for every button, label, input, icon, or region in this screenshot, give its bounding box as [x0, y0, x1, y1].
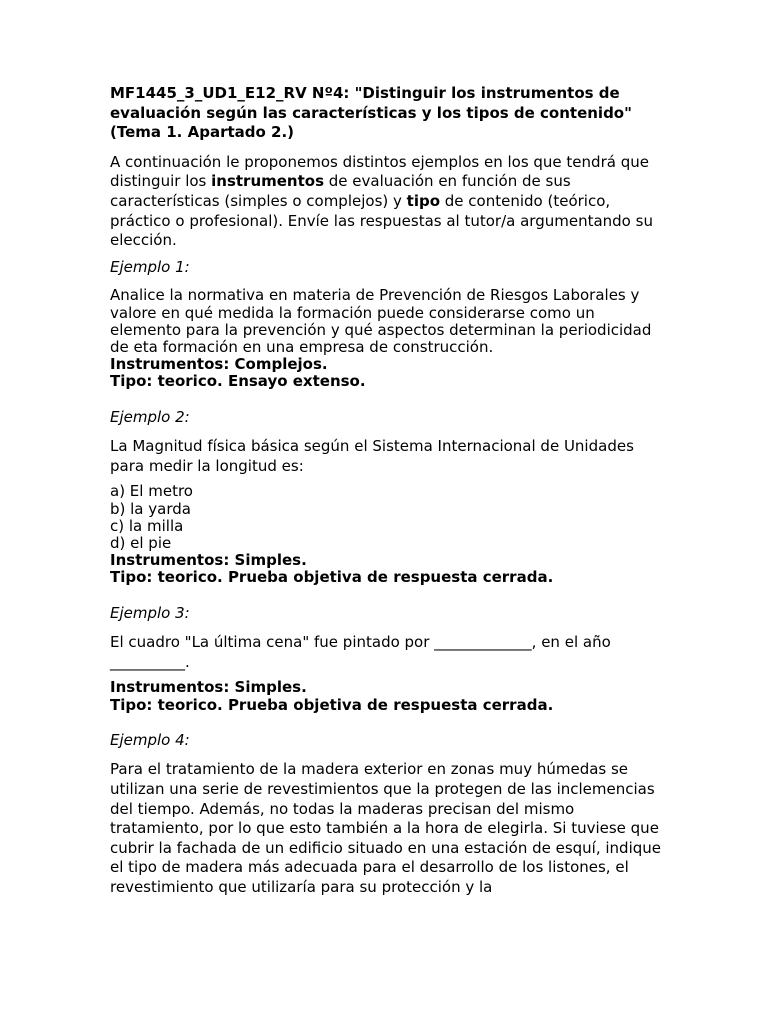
- example-1-label: Ejemplo 1:: [110, 257, 190, 276]
- document-title: MF1445_3_UD1_E12_RV Nº4: "Distinguir los instrumentos de evaluación según las características y los tipos de contenido" (Tema 1. Apartado 2.): [110, 84, 632, 142]
- intro-text-3: de contenido (teórico, práctico o profesional). Envíe las respuestas al tutor/a argumentando su elección.: [110, 191, 653, 250]
- example-3-label: Ejemplo 3:: [110, 603, 190, 622]
- example-2-option: d) el pie: [110, 533, 172, 552]
- intro-paragraph: [110, 153, 670, 251]
- example-2-text: La Magnitud física básica según el Sistema Internacional de Unidades para medir la longitud es:: [110, 437, 634, 475]
- intro-text-2: de evaluación en función de sus características (simples o complejos) y: [110, 172, 571, 210]
- example-3-block: [110, 679, 670, 713]
- example-2-instrumentos: Instrumentos: Simples.: [110, 551, 307, 570]
- example-2-option: b) la yarda: [110, 499, 191, 518]
- example-2-label: Ejemplo 2:: [110, 407, 190, 426]
- example-1-text: Analice la normativa en materia de Prevención de Riesgos Laborales y valore en qué medida la formación puede considerarse como un elemento para la prevención y qué aspectos determinan la periodicidad de eta formación en una empresa de construcción.: [110, 286, 652, 356]
- intro-bold-tipo: tipo: [406, 191, 441, 210]
- example-2-block: [110, 483, 670, 586]
- example-1-block: [110, 287, 670, 390]
- example-2-option: c) la milla: [110, 516, 184, 535]
- intro-text-1: A continuación le proponemos distintos ejemplos en los que tendrá que distinguir los: [110, 152, 649, 191]
- document-page: [110, 84, 670, 905]
- example-3-tipo: Tipo: teorico. Prueba objetiva de respuesta cerrada.: [110, 695, 554, 714]
- example-3-text: El cuadro "La última cena" fue pintado por _____________, en el año __________.: [110, 633, 611, 671]
- example-4-text: Para el tratamiento de la madera exterior en zonas muy húmedas se utilizan una serie de revestimientos que la protegen de las inclemencias del tiempo. Además, no todas la maderas precisan del mismo tratamiento, por lo que esto también a la hora de elegirla. Si tuviese que cubrir la fachada de un edificio situado en una estación de esquí, indique el tipo de madera más adecuada para el desarrollo de los listones, el revestimiento que utilizaría para su protección y la: [110, 760, 662, 896]
- intro-bold-instrumentos: instrumentos: [211, 172, 325, 191]
- example-2-option: a) El metro: [110, 482, 193, 501]
- example-1-instrumentos: Instrumentos: Complejos.: [110, 355, 328, 374]
- example-2-tipo: Tipo: teorico. Prueba objetiva de respuesta cerrada.: [110, 568, 554, 587]
- example-4-label: Ejemplo 4:: [110, 730, 190, 749]
- example-3-instrumentos: Instrumentos: Simples.: [110, 678, 307, 697]
- example-1-tipo: Tipo: teorico. Ensayo extenso.: [110, 372, 366, 391]
